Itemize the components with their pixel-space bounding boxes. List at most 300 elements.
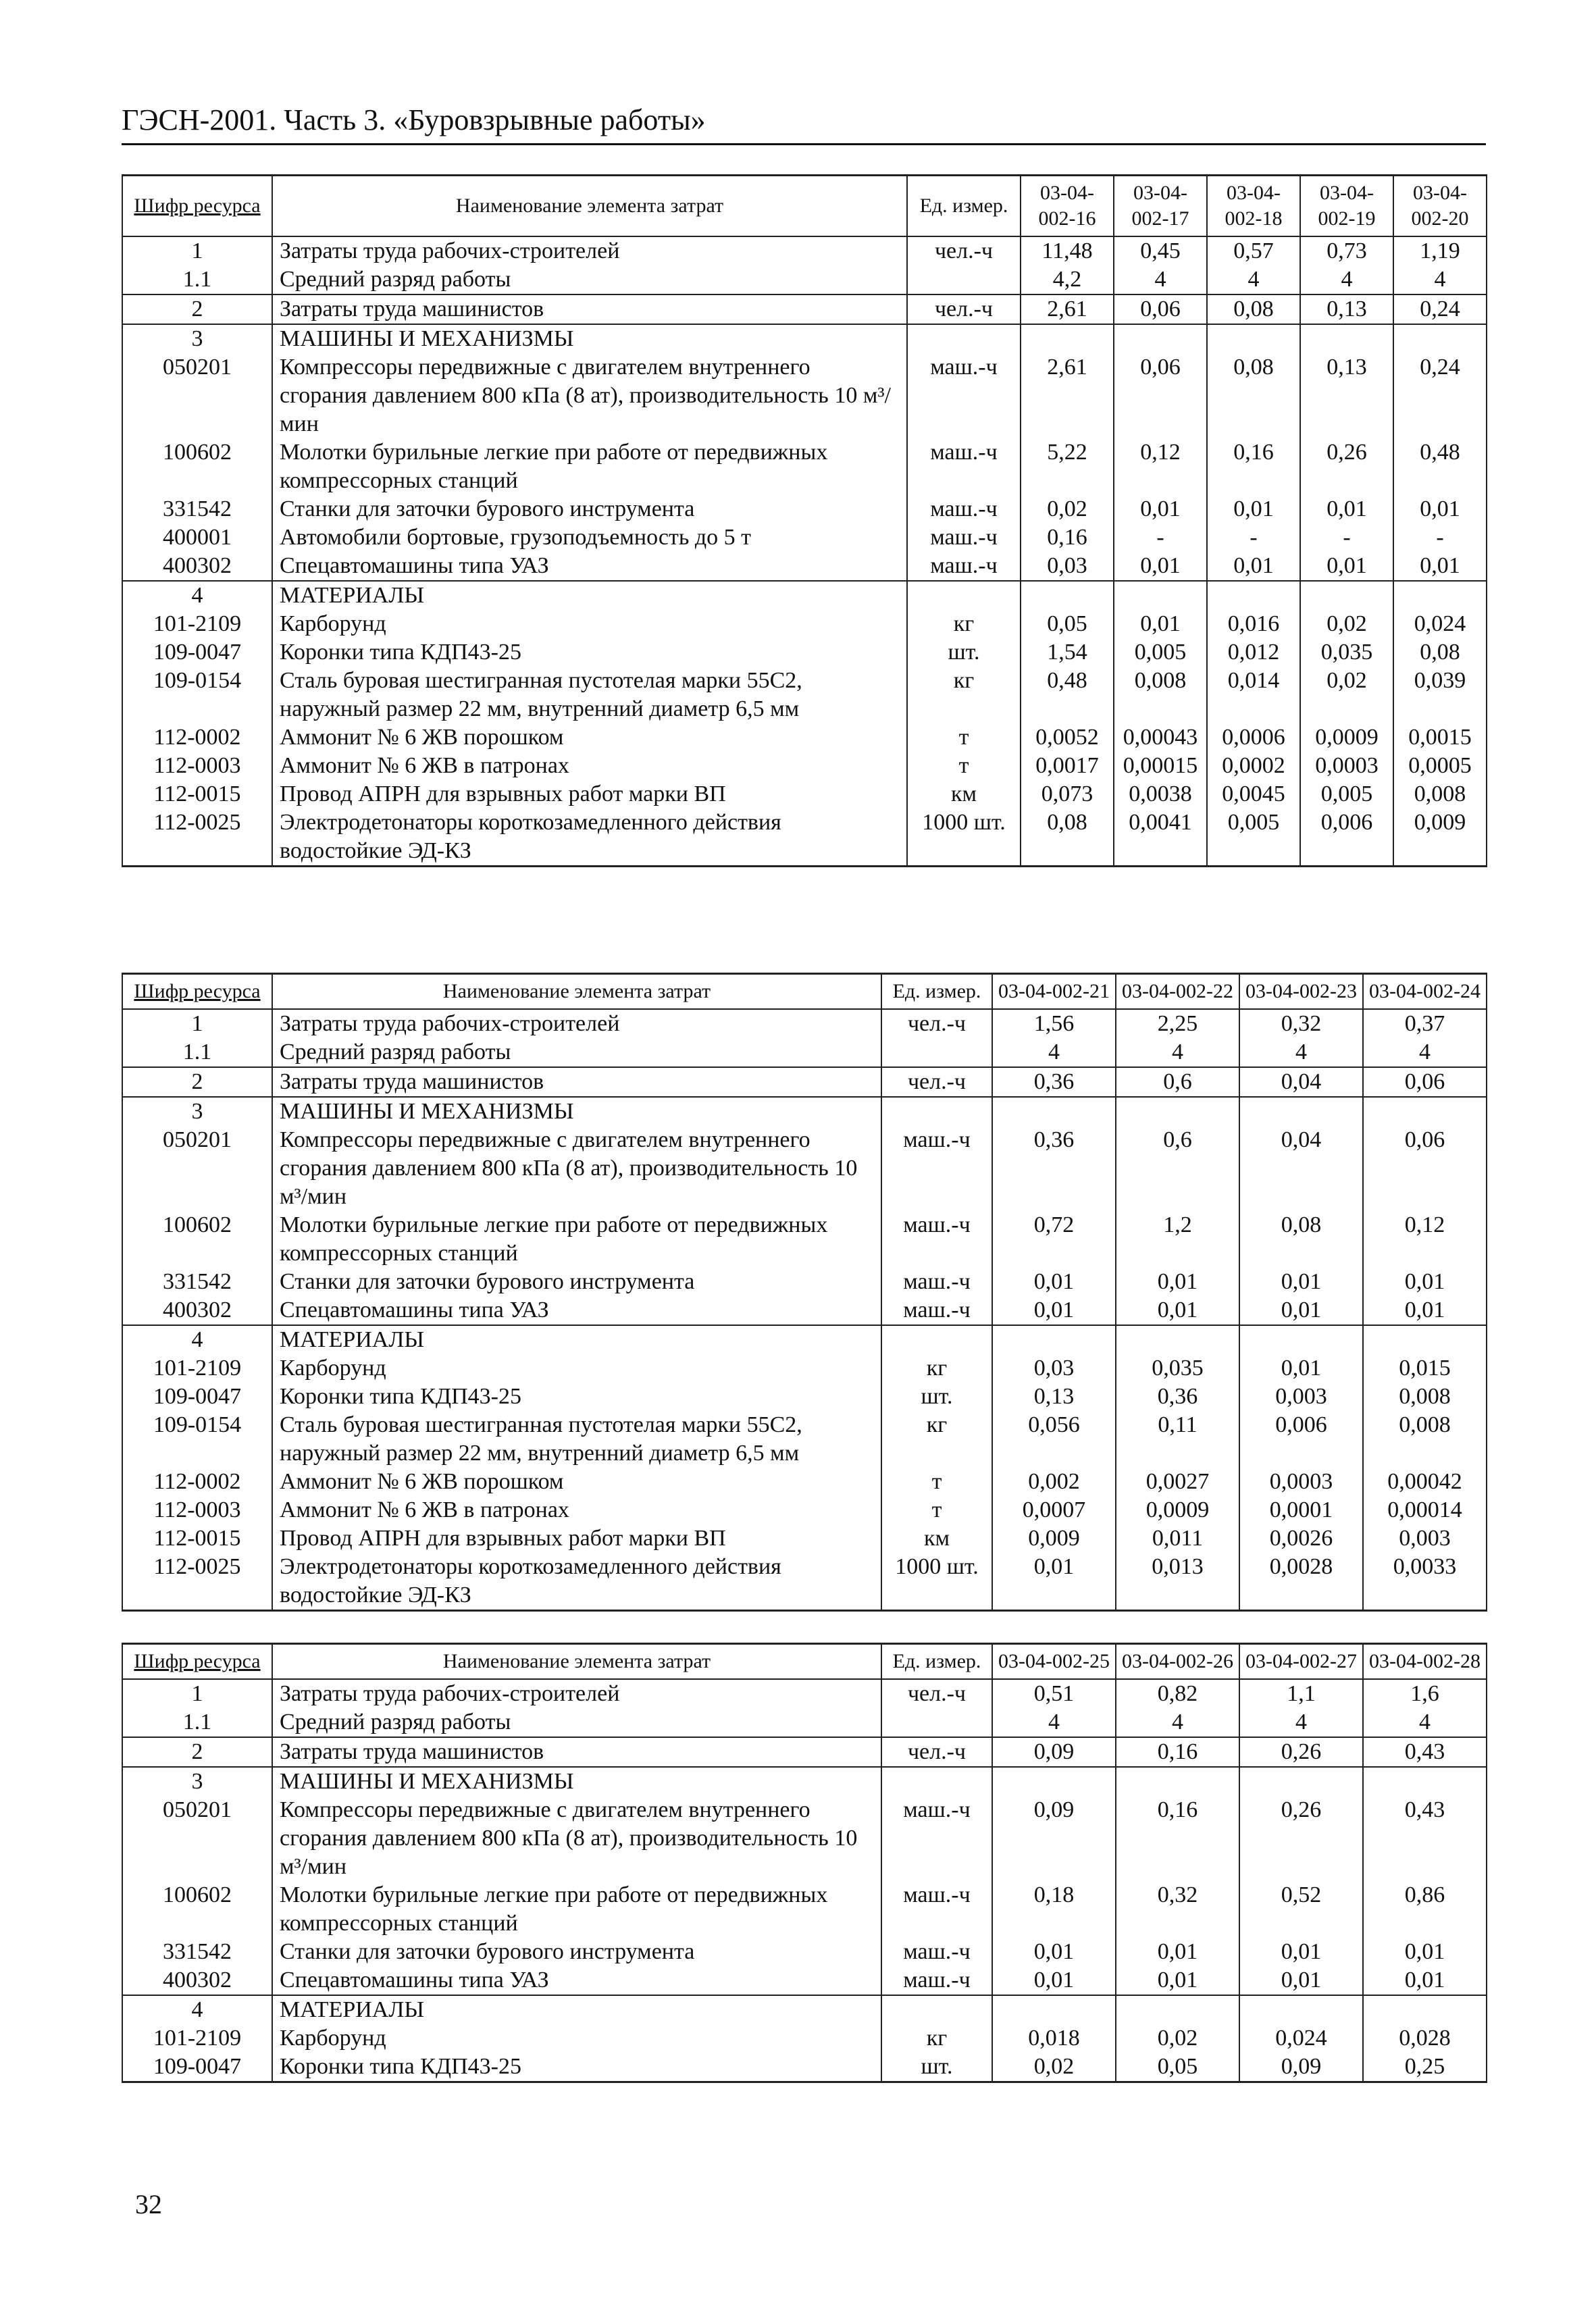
norm-value-cell: 0,016 [1207, 610, 1300, 638]
resource-code-cell: 1 [122, 1009, 272, 1038]
resource-code-cell: 050201 [122, 353, 272, 438]
table-row [122, 1211, 1487, 1268]
norm-value-cell: 4 [1114, 265, 1207, 294]
unit-cell [907, 581, 1021, 610]
resource-name-cell: Провод АПРН для взрывных работ марки ВП [272, 780, 907, 808]
norm-value-cell: 0,01 [992, 1966, 1116, 1995]
resource-name-cell: Аммонит № 6 ЖВ порошком [272, 723, 907, 752]
norm-value-cell: 0,024 [1239, 2024, 1363, 2053]
resource-name-cell: Аммонит № 6 ЖВ в патронах [272, 752, 907, 780]
unit-cell: маш.-ч [907, 523, 1021, 552]
norm-value-cell: 0,0033 [1363, 1553, 1487, 1611]
norm-value-cell: 0,00042 [1363, 1468, 1487, 1496]
name-column-header: Наименование элемента затрат [272, 1644, 881, 1680]
resource-code-cell: 101-2109 [122, 1354, 272, 1383]
norm-value-cell: 4 [1239, 1038, 1363, 1067]
norm-value-cell: 0,03 [1021, 552, 1114, 581]
norm-value-cell: 2,61 [1021, 294, 1114, 324]
norm-value-cell: 0,005 [1207, 808, 1300, 867]
resource-code-cell: 4 [122, 1325, 272, 1354]
norm-column-header: 03-04-002-21 [992, 974, 1116, 1010]
norm-column-header: 03-04-002-26 [1116, 1644, 1239, 1680]
unit-cell [881, 1995, 992, 2024]
norm-value-cell: 2,25 [1116, 1009, 1239, 1038]
unit-cell: маш.-ч [907, 495, 1021, 523]
norm-value-cell: 0,51 [992, 1679, 1116, 1708]
norm-table-1 [122, 174, 1487, 867]
unit-cell [881, 1325, 992, 1354]
resource-name-cell: Станки для заточки бурового инструмента [272, 495, 907, 523]
norm-value-cell [1114, 324, 1207, 353]
norm-value-cell: 0,0009 [1300, 723, 1393, 752]
norm-column-header: 03-04-002-16 [1021, 176, 1114, 237]
norm-value-cell: - [1207, 523, 1300, 552]
norm-value-cell: 0,08 [1393, 638, 1487, 667]
norm-value-cell: 0,25 [1363, 2053, 1487, 2082]
resource-code-cell: 331542 [122, 1938, 272, 1966]
norm-value-cell: 0,09 [992, 1737, 1116, 1767]
norm-value-cell: 0,0041 [1114, 808, 1207, 867]
norm-value-cell: 0,0005 [1393, 752, 1487, 780]
table-row [122, 1737, 1487, 1767]
table-row [122, 552, 1487, 581]
norm-value-cell: 0,52 [1239, 1881, 1363, 1938]
table-row [122, 1553, 1487, 1611]
resource-name-cell: Компрессоры передвижные с двигателем внутреннего сгорания давлением 800 кПа (8 ат), производительность 10 м³/мин [272, 1796, 881, 1881]
norm-value-cell: 0,06 [1114, 353, 1207, 438]
resource-name-cell: Спецавтомашины типа УАЗ [272, 1966, 881, 1995]
norm-value-cell: 0,08 [1207, 294, 1300, 324]
norm-value-cell: 1,54 [1021, 638, 1114, 667]
norm-value-cell [992, 1995, 1116, 2024]
unit-cell: чел.-ч [881, 1009, 992, 1038]
norm-value-cell: 0,02 [992, 2053, 1116, 2082]
norm-value-cell: 1,19 [1393, 236, 1487, 265]
norm-table-3 [122, 1643, 1487, 2083]
table-row [122, 808, 1487, 867]
norm-value-cell: 0,0007 [992, 1496, 1116, 1524]
norm-value-cell: 0,0009 [1116, 1496, 1239, 1524]
resource-code-cell: 100602 [122, 1211, 272, 1268]
norm-table-2 [122, 973, 1487, 1612]
norm-value-cell: 0,24 [1393, 353, 1487, 438]
norm-value-cell: 0,0017 [1021, 752, 1114, 780]
resource-name-cell: Молотки бурильные легкие при работе от передвижных компрессорных станций [272, 1211, 881, 1268]
norm-value-cell: 0,018 [992, 2024, 1116, 2053]
norm-value-cell: 0,01 [1393, 495, 1487, 523]
unit-cell: т [881, 1496, 992, 1524]
norm-value-cell: 0,72 [992, 1211, 1116, 1268]
norm-value-cell: 0,13 [992, 1383, 1116, 1411]
norm-value-cell: 0,008 [1393, 780, 1487, 808]
section-row [122, 324, 1487, 353]
norm-value-cell [1207, 581, 1300, 610]
norm-value-cell: 4 [1116, 1708, 1239, 1737]
resource-code-cell: 3 [122, 324, 272, 353]
norm-value-cell [1116, 1325, 1239, 1354]
norm-value-cell: 0,035 [1300, 638, 1393, 667]
norm-value-cell [1116, 1995, 1239, 2024]
norm-value-cell: 0,01 [1239, 1354, 1363, 1383]
norm-value-cell: 0,028 [1363, 2024, 1487, 2053]
norm-value-cell: 0,0015 [1393, 723, 1487, 752]
name-column-header: Наименование элемента затрат [272, 176, 907, 237]
unit-cell: т [881, 1468, 992, 1496]
table-row [122, 1067, 1487, 1097]
norm-value-cell: 0,02 [1116, 2024, 1239, 2053]
resource-name-cell: Коронки типа КДП43-25 [272, 638, 907, 667]
name-column-header: Наименование элемента затрат [272, 974, 881, 1010]
norm-column-header: 03-04-002-25 [992, 1644, 1116, 1680]
norm-value-cell: 0,82 [1116, 1679, 1239, 1708]
norm-value-cell: 0,056 [992, 1411, 1116, 1468]
norm-value-cell: 0,009 [992, 1524, 1116, 1553]
unit-cell: маш.-ч [907, 438, 1021, 495]
table-row [122, 723, 1487, 752]
norm-value-cell: 0,01 [1239, 1268, 1363, 1296]
table-row [122, 1796, 1487, 1881]
norm-value-cell: 0,86 [1363, 1881, 1487, 1938]
resource-name-cell: Коронки типа КДП43-25 [272, 1383, 881, 1411]
table-row [122, 1354, 1487, 1383]
table-row [122, 1468, 1487, 1496]
norm-value-cell [1021, 324, 1114, 353]
norm-value-cell: 0,011 [1116, 1524, 1239, 1553]
norm-value-cell [1239, 1325, 1363, 1354]
table-row [122, 780, 1487, 808]
resource-name-cell: Автомобили бортовые, грузоподъемность до 5 т [272, 523, 907, 552]
norm-value-cell [1363, 1325, 1487, 1354]
norm-value-cell: 0,01 [1239, 1938, 1363, 1966]
resource-code-cell: 400302 [122, 1966, 272, 1995]
norm-value-cell: 0,01 [992, 1268, 1116, 1296]
norm-column-header: 03-04-002-23 [1239, 974, 1363, 1010]
table-row [122, 1126, 1487, 1211]
resource-name-cell: Карборунд [272, 610, 907, 638]
norm-value-cell: 0,01 [1239, 1966, 1363, 1995]
norm-value-cell: 0,01 [1363, 1966, 1487, 1995]
unit-cell: чел.-ч [881, 1067, 992, 1097]
table-row [122, 2024, 1487, 2053]
norm-value-cell: 4 [992, 1708, 1116, 1737]
norm-value-cell: 0,45 [1114, 236, 1207, 265]
resource-name-cell: Молотки бурильные легкие при работе от передвижных компрессорных станций [272, 1881, 881, 1938]
norm-value-cell: 0,48 [1393, 438, 1487, 495]
table-row [122, 523, 1487, 552]
table-header-row [122, 1644, 1487, 1680]
norm-value-cell: 0,003 [1239, 1383, 1363, 1411]
norm-value-cell [1116, 1767, 1239, 1796]
norm-value-cell: 5,22 [1021, 438, 1114, 495]
norm-value-cell: 0,0006 [1207, 723, 1300, 752]
resource-code-cell: 101-2109 [122, 610, 272, 638]
norm-value-cell: 0,04 [1239, 1126, 1363, 1211]
norm-value-cell: 0,003 [1363, 1524, 1487, 1553]
unit-cell: кг [907, 610, 1021, 638]
unit-cell: км [907, 780, 1021, 808]
resource-code-cell: 1.1 [122, 265, 272, 294]
section-title-cell: МАТЕРИАЛЫ [272, 1325, 881, 1354]
norm-value-cell: 0,24 [1393, 294, 1487, 324]
table-row [122, 294, 1487, 324]
norm-value-cell: 0,01 [1114, 495, 1207, 523]
norm-value-cell: 0,01 [1116, 1268, 1239, 1296]
resource-name-cell: Сталь буровая шестигранная пустотелая марки 55С2, наружный размер 22 мм, внутренний диаметр 6,5 мм [272, 1411, 881, 1468]
resource-name-cell: Сталь буровая шестигранная пустотелая марки 55С2, наружный размер 22 мм, внутренний диаметр 6,5 мм [272, 667, 907, 723]
table-row [122, 265, 1487, 294]
norm-value-cell: 0,01 [1114, 610, 1207, 638]
unit-cell: маш.-ч [881, 1211, 992, 1268]
norm-value-cell: - [1393, 523, 1487, 552]
norm-value-cell: 0,43 [1363, 1796, 1487, 1881]
resource-name-cell: Станки для заточки бурового инструмента [272, 1938, 881, 1966]
norm-value-cell: 0,015 [1363, 1354, 1487, 1383]
norm-value-cell: 0,0052 [1021, 723, 1114, 752]
norm-value-cell [1114, 581, 1207, 610]
norm-value-cell: 0,16 [1021, 523, 1114, 552]
norm-value-cell: 0,36 [992, 1067, 1116, 1097]
page-number: 32 [135, 2189, 162, 2219]
table-row [122, 1009, 1487, 1038]
norm-value-cell: 0,01 [1363, 1268, 1487, 1296]
table-row [122, 1938, 1487, 1966]
norm-value-cell: 0,16 [1116, 1737, 1239, 1767]
norm-value-cell: 0,06 [1363, 1067, 1487, 1097]
unit-column-header: Ед. измер. [907, 176, 1021, 237]
code-column-header: Шифр ресурса [122, 1644, 272, 1680]
resource-code-cell: 109-0047 [122, 2053, 272, 2082]
resource-code-cell: 112-0015 [122, 1524, 272, 1553]
norm-value-cell: 0,02 [1300, 610, 1393, 638]
unit-cell: т [907, 723, 1021, 752]
unit-cell: маш.-ч [881, 1938, 992, 1966]
resource-code-cell: 3 [122, 1767, 272, 1796]
table-row [122, 438, 1487, 495]
norm-value-cell: 0,008 [1114, 667, 1207, 723]
resource-code-cell: 1.1 [122, 1708, 272, 1737]
norm-value-cell: 4 [1363, 1708, 1487, 1737]
norm-value-cell: 0,57 [1207, 236, 1300, 265]
resource-code-cell: 112-0002 [122, 1468, 272, 1496]
norm-value-cell [1239, 1767, 1363, 1796]
unit-cell: маш.-ч [881, 1796, 992, 1881]
resource-code-cell: 331542 [122, 1268, 272, 1296]
norm-value-cell: 0,26 [1300, 438, 1393, 495]
norm-value-cell: 0,0027 [1116, 1468, 1239, 1496]
unit-cell: т [907, 752, 1021, 780]
norm-value-cell: 11,48 [1021, 236, 1114, 265]
resource-name-cell: Спецавтомашины типа УАЗ [272, 1296, 881, 1325]
resource-code-cell: 3 [122, 1097, 272, 1126]
unit-cell: маш.-ч [881, 1966, 992, 1995]
unit-cell [881, 1708, 992, 1737]
unit-cell: чел.-ч [881, 1679, 992, 1708]
resource-code-cell: 050201 [122, 1796, 272, 1881]
norm-value-cell: 0,0003 [1300, 752, 1393, 780]
norm-value-cell [992, 1325, 1116, 1354]
norm-value-cell: - [1114, 523, 1207, 552]
norm-value-cell: 0,01 [1393, 552, 1487, 581]
table-row [122, 1296, 1487, 1325]
norm-value-cell: 0,035 [1116, 1354, 1239, 1383]
table-row [122, 353, 1487, 438]
table-header-row [122, 974, 1487, 1010]
norm-value-cell: 0,16 [1207, 438, 1300, 495]
resource-code-cell: 400302 [122, 552, 272, 581]
norm-column-header: 03-04-002-28 [1363, 1644, 1487, 1680]
unit-cell: чел.-ч [881, 1737, 992, 1767]
norm-value-cell: 0,06 [1363, 1126, 1487, 1211]
norm-value-cell: 4 [1207, 265, 1300, 294]
resource-name-cell: Затраты труда рабочих-строителей [272, 236, 907, 265]
resource-code-cell: 109-0154 [122, 1411, 272, 1468]
norm-value-cell [1021, 581, 1114, 610]
resource-code-cell: 400001 [122, 523, 272, 552]
table-row [122, 667, 1487, 723]
unit-cell: маш.-ч [881, 1126, 992, 1211]
resource-code-cell: 109-0154 [122, 667, 272, 723]
norm-value-cell: 0,26 [1239, 1737, 1363, 1767]
norm-value-cell: 0,0045 [1207, 780, 1300, 808]
norm-value-cell: 0,08 [1021, 808, 1114, 867]
norm-value-cell: 0,09 [1239, 2053, 1363, 2082]
resource-code-cell: 112-0003 [122, 752, 272, 780]
norm-value-cell: 0,0026 [1239, 1524, 1363, 1553]
table-row [122, 752, 1487, 780]
norm-value-cell: 0,01 [1207, 495, 1300, 523]
unit-cell: шт. [907, 638, 1021, 667]
page-header: ГЭСН-2001. Часть 3. «Буровзрывные работы» [122, 101, 1486, 145]
norm-value-cell: 0,32 [1239, 1009, 1363, 1038]
norm-value-cell: 0,18 [992, 1881, 1116, 1938]
norm-value-cell [1207, 324, 1300, 353]
section-row [122, 1097, 1487, 1126]
norm-value-cell: 0,12 [1114, 438, 1207, 495]
norm-value-cell [1239, 1097, 1363, 1126]
norm-value-cell [1239, 1995, 1363, 2024]
norm-value-cell [1300, 581, 1393, 610]
norm-value-cell: 0,01 [1114, 552, 1207, 581]
resource-code-cell: 112-0015 [122, 780, 272, 808]
norm-value-cell: 0,008 [1363, 1411, 1487, 1468]
section-row [122, 1767, 1487, 1796]
resource-code-cell: 112-0025 [122, 808, 272, 867]
resource-code-cell: 400302 [122, 1296, 272, 1325]
resource-name-cell: Спецавтомашины типа УАЗ [272, 552, 907, 581]
norm-value-cell: 0,32 [1116, 1881, 1239, 1938]
resource-code-cell: 2 [122, 294, 272, 324]
resource-name-cell: Аммонит № 6 ЖВ порошком [272, 1468, 881, 1496]
resource-code-cell: 109-0047 [122, 638, 272, 667]
resource-code-cell: 112-0003 [122, 1496, 272, 1524]
norm-value-cell: 0,73 [1300, 236, 1393, 265]
resource-code-cell: 2 [122, 1737, 272, 1767]
resource-code-cell: 4 [122, 1995, 272, 2024]
norm-value-cell: 0,014 [1207, 667, 1300, 723]
table-row [122, 495, 1487, 523]
table-row [122, 236, 1487, 265]
unit-cell: шт. [881, 2053, 992, 2082]
resource-name-cell: Электродетонаторы короткозамедленного действия водостойкие ЭД-КЗ [272, 1553, 881, 1611]
norm-value-cell: 0,01 [1300, 552, 1393, 581]
resource-name-cell: Станки для заточки бурового инструмента [272, 1268, 881, 1296]
unit-cell [881, 1038, 992, 1067]
norm-column-header: 03-04-002-22 [1116, 974, 1239, 1010]
norm-value-cell: 1,6 [1363, 1679, 1487, 1708]
norm-value-cell: 0,08 [1239, 1211, 1363, 1268]
table-row [122, 1966, 1487, 1995]
unit-cell: шт. [881, 1383, 992, 1411]
resource-name-cell: Компрессоры передвижные с двигателем внутреннего сгорания давлением 800 кПа (8 ат), производительность 10 м³/мин [272, 1126, 881, 1211]
norm-value-cell [1393, 324, 1487, 353]
unit-cell: 1000 шт. [881, 1553, 992, 1611]
norm-value-cell: 0,36 [1116, 1383, 1239, 1411]
norm-value-cell: 0,01 [1116, 1966, 1239, 1995]
norm-value-cell: 0,024 [1393, 610, 1487, 638]
norm-value-cell: 0,04 [1239, 1067, 1363, 1097]
norm-value-cell: 0,36 [992, 1126, 1116, 1211]
resource-code-cell: 2 [122, 1067, 272, 1097]
norm-value-cell: 0,073 [1021, 780, 1114, 808]
resource-name-cell: Затраты труда рабочих-строителей [272, 1009, 881, 1038]
norm-value-cell [1363, 1995, 1487, 2024]
resource-name-cell: Затраты труда машинистов [272, 1067, 881, 1097]
resource-name-cell: Компрессоры передвижные с двигателем внутреннего сгорания давлением 800 кПа (8 ат), производительность 10 м³/мин [272, 353, 907, 438]
norm-value-cell: 0,006 [1239, 1411, 1363, 1468]
table-row [122, 610, 1487, 638]
norm-value-cell: 2,61 [1021, 353, 1114, 438]
norm-column-header: 03-04-002-17 [1114, 176, 1207, 237]
norm-value-cell: 0,006 [1300, 808, 1393, 867]
resource-name-cell: Средний разряд работы [272, 1708, 881, 1737]
norm-value-cell: 0,0002 [1207, 752, 1300, 780]
norm-value-cell: 0,02 [1021, 495, 1114, 523]
norm-value-cell: 0,08 [1207, 353, 1300, 438]
resource-code-cell: 109-0047 [122, 1383, 272, 1411]
unit-cell: маш.-ч [881, 1268, 992, 1296]
resource-name-cell: Молотки бурильные легкие при работе от передвижных компрессорных станций [272, 438, 907, 495]
norm-value-cell: 0,005 [1114, 638, 1207, 667]
norm-value-cell [1363, 1097, 1487, 1126]
norm-column-header: 03-04-002-18 [1207, 176, 1300, 237]
unit-cell: чел.-ч [907, 236, 1021, 265]
table-row [122, 2053, 1487, 2082]
section-title-cell: МАШИНЫ И МЕХАНИЗМЫ [272, 1767, 881, 1796]
norm-value-cell: 0,01 [992, 1296, 1116, 1325]
code-column-header: Шифр ресурса [122, 176, 272, 237]
norm-column-header: 03-04-002-27 [1239, 1644, 1363, 1680]
norm-value-cell: 0,01 [1363, 1296, 1487, 1325]
norm-value-cell: 0,009 [1393, 808, 1487, 867]
resource-code-cell: 112-0002 [122, 723, 272, 752]
norm-value-cell [992, 1097, 1116, 1126]
norm-value-cell: 0,09 [992, 1796, 1116, 1881]
norm-value-cell: 0,005 [1300, 780, 1393, 808]
table-row [122, 1679, 1487, 1708]
norm-value-cell: 0,6 [1116, 1126, 1239, 1211]
norm-value-cell: 0,039 [1393, 667, 1487, 723]
norm-value-cell: 0,00015 [1114, 752, 1207, 780]
table-row [122, 1708, 1487, 1737]
table-row [122, 1383, 1487, 1411]
norm-value-cell: 0,0028 [1239, 1553, 1363, 1611]
resource-code-cell: 1 [122, 1679, 272, 1708]
section-title-cell: МАТЕРИАЛЫ [272, 1995, 881, 2024]
norm-value-cell: 0,48 [1021, 667, 1114, 723]
norm-value-cell [1363, 1767, 1487, 1796]
table-row [122, 1524, 1487, 1553]
norm-value-cell: 0,0001 [1239, 1496, 1363, 1524]
